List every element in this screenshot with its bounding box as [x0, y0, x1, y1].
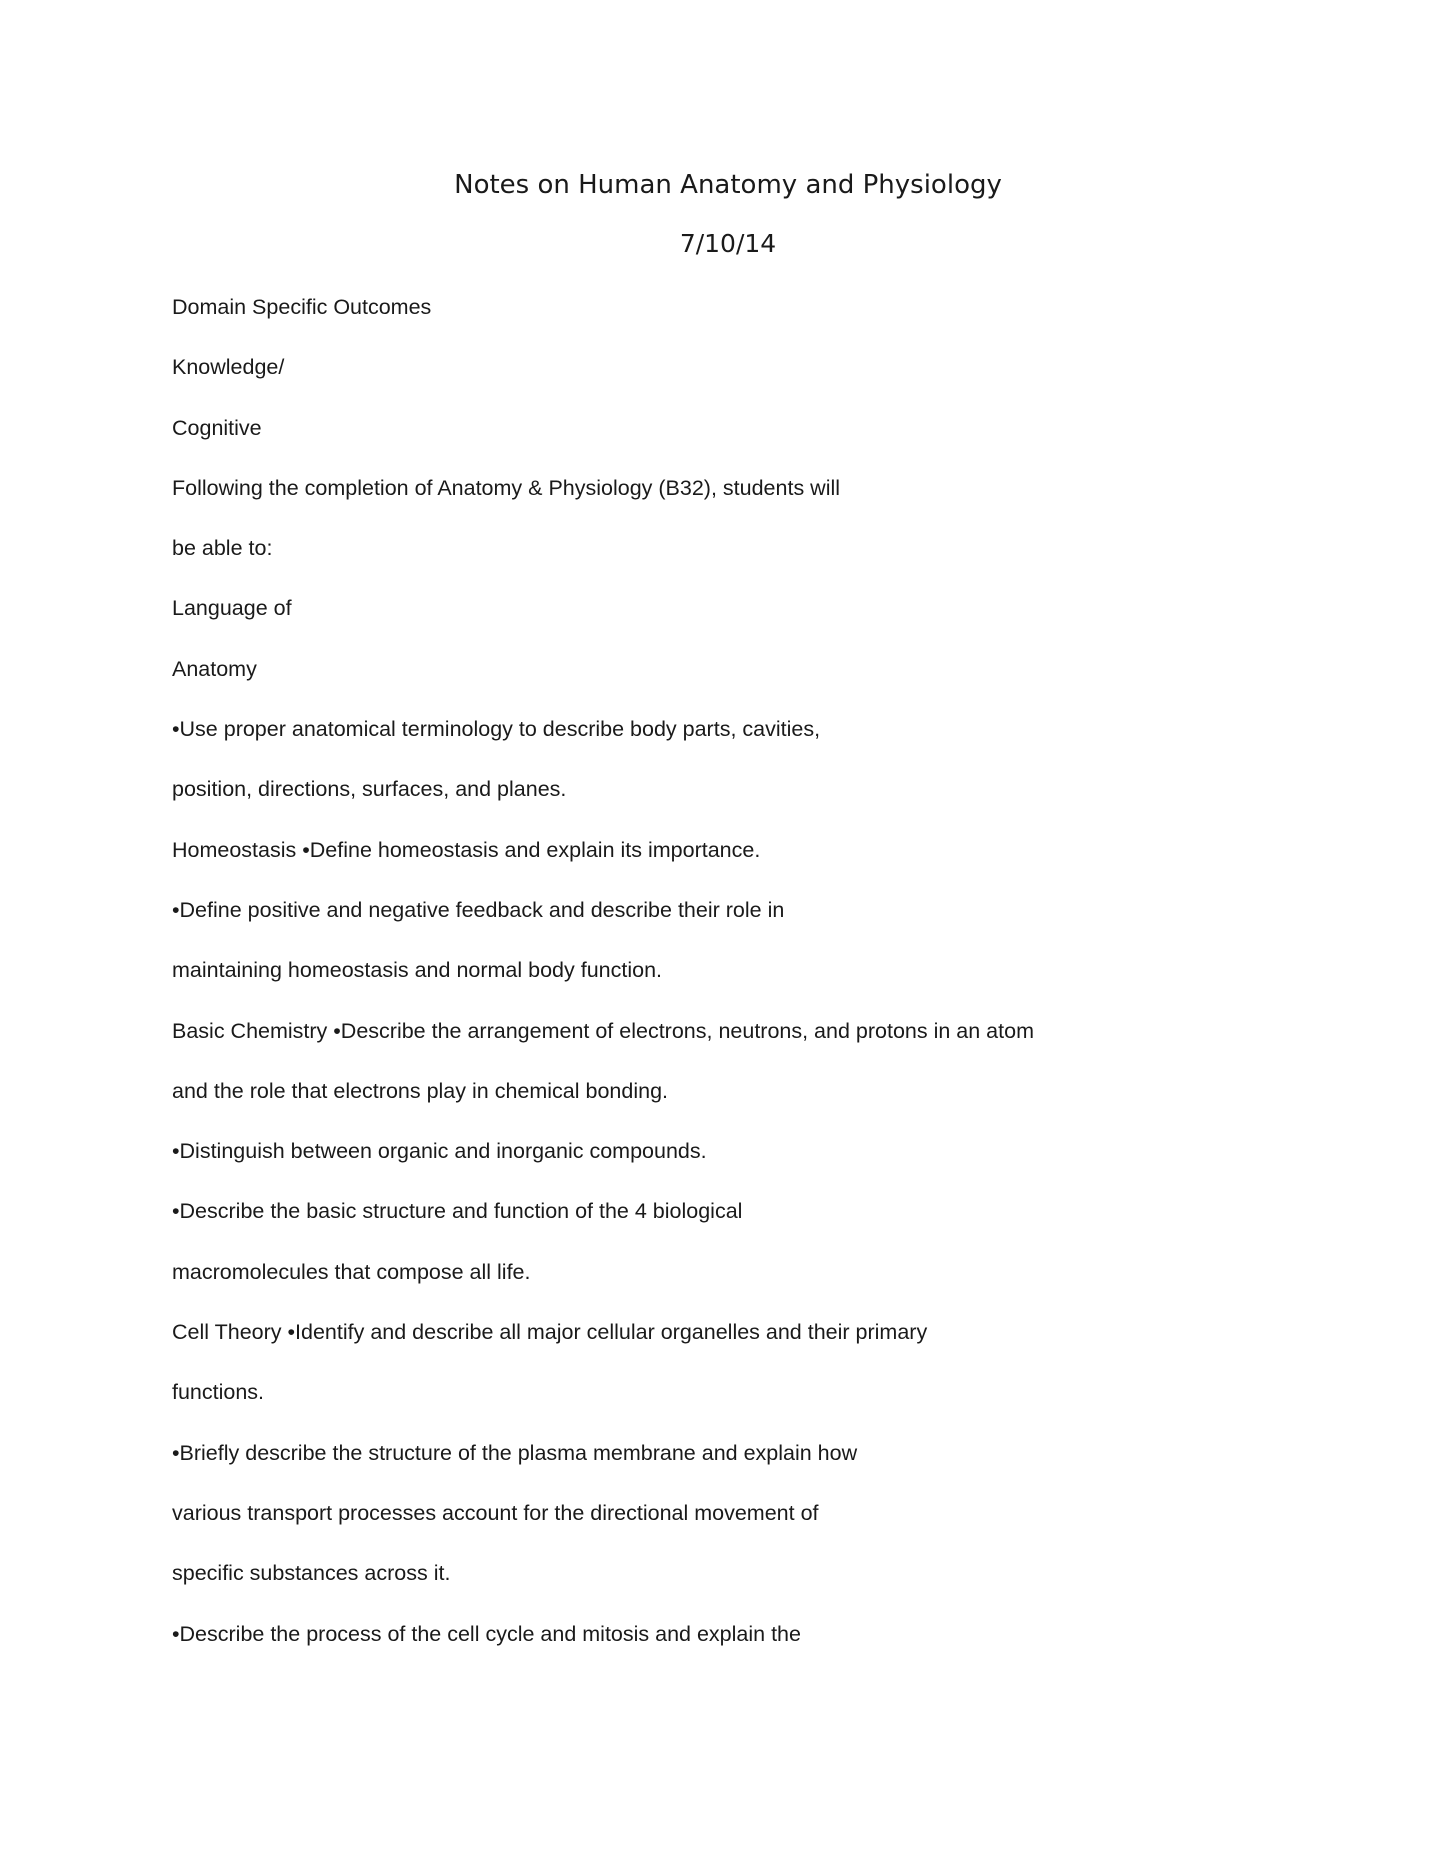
text-line: Cell Theory •Identify and describe all major cellular organelles and their primary [172, 1320, 928, 1345]
text-line: specific substances across it. [172, 1561, 451, 1586]
text-line: Language of [172, 596, 292, 621]
text-line: Basic Chemistry •Describe the arrangement of electrons, neutrons, and protons in an atom [172, 1018, 1034, 1043]
text-line: position, directions, surfaces, and planes. [172, 777, 567, 802]
text-line: •Distinguish between organic and inorganic compounds. [172, 1139, 707, 1164]
text-line: maintaining homeostasis and normal body function. [172, 958, 663, 983]
text-line: be able to: [172, 536, 273, 561]
text-line: Cognitive [172, 415, 262, 440]
text-line: Domain Specific Outcomes [172, 295, 432, 319]
text-line: •Define positive and negative feedback and describe their role in [172, 897, 785, 922]
text-line: •Describe the basic structure and function of the 4 biological [172, 1199, 743, 1224]
document-body [172, 288, 1352, 1675]
text-line: •Describe the process of the cell cycle and mitosis and explain the [172, 1621, 801, 1646]
text-line: •Briefly describe the structure of the plasma membrane and explain how [172, 1440, 858, 1465]
text-line: and the role that electrons play in chemical bonding. [172, 1078, 669, 1103]
text-line: Anatomy [172, 656, 257, 681]
text-line: Knowledge/ [172, 355, 285, 380]
text-line: functions. [172, 1380, 265, 1405]
document-date: 7/10/14 [679, 229, 777, 258]
text-line: Following the completion of Anatomy & Physiology (B32), students will [172, 475, 841, 500]
text-line: Homeostasis •Define homeostasis and explain its importance. [172, 837, 761, 862]
text-line: macromolecules that compose all life. [172, 1259, 531, 1284]
document-title: Notes on Human Anatomy and Physiology [454, 170, 1002, 200]
text-line: •Use proper anatomical terminology to describe body parts, cavities, [172, 717, 821, 742]
text-line: various transport processes account for the directional movement of [172, 1500, 819, 1525]
